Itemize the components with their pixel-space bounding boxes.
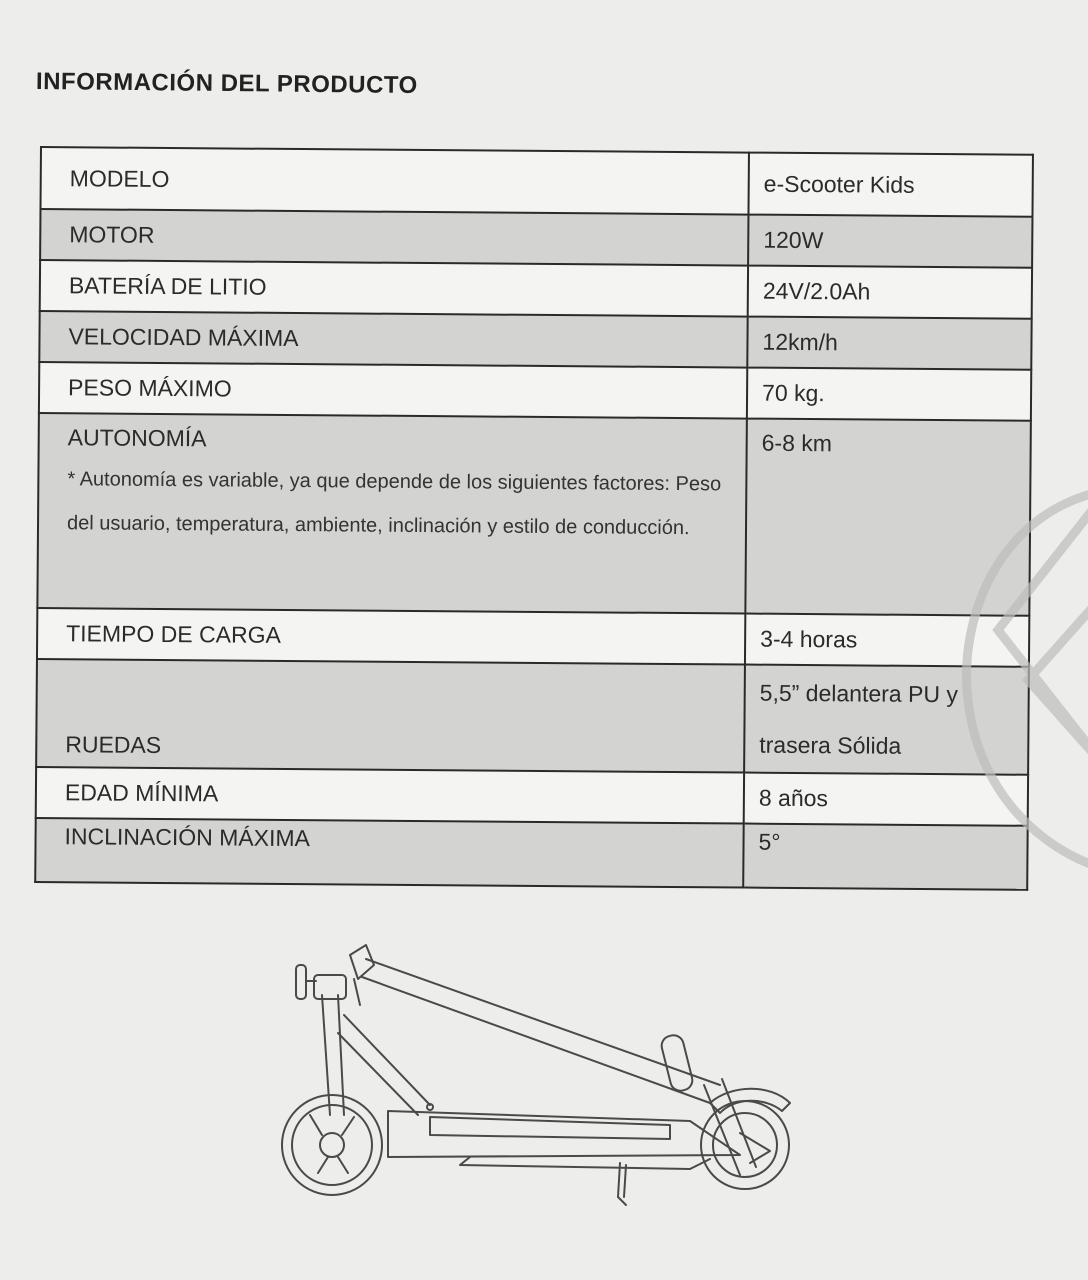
spec-value-modelo: e-Scooter Kids bbox=[748, 153, 1032, 217]
spec-value-bateria: 24V/2.0Ah bbox=[748, 266, 1032, 319]
autonomia-note: * Autonomía es variable, ya que depende de los siguientes factores: Peso del usuario, temperatura, ambiente, inclinación y estilo de conducción. bbox=[66, 468, 722, 540]
spec-label-modelo: MODELO bbox=[41, 147, 749, 215]
spec-value-carga: 3-4 horas bbox=[745, 614, 1029, 667]
spec-label-inclinacion: INCLINACIÓN MÁXIMA bbox=[35, 818, 743, 888]
spec-table bbox=[34, 146, 1034, 891]
table-row bbox=[35, 818, 1027, 890]
table-row bbox=[40, 209, 1032, 268]
spec-value-motor: 120W bbox=[748, 215, 1032, 268]
spec-label-ruedas: RUEDAS bbox=[36, 659, 745, 773]
spec-value-edad: 8 años bbox=[744, 773, 1028, 826]
table-row bbox=[40, 260, 1032, 319]
table-row bbox=[37, 413, 1031, 616]
table-row bbox=[37, 608, 1029, 667]
spec-value-ruedas: 5,5” delantera PU y trasera Sólida bbox=[759, 679, 958, 759]
spec-value-velocidad: 12km/h bbox=[747, 317, 1031, 370]
spec-value-autonomia: 6-8 km bbox=[745, 419, 1031, 616]
spec-label-velocidad: VELOCIDAD MÁXIMA bbox=[39, 311, 747, 368]
table-row bbox=[36, 767, 1028, 826]
table-row bbox=[39, 311, 1031, 370]
spec-label-carga: TIEMPO DE CARGA bbox=[37, 608, 745, 665]
spec-value-inclinacion: 5° bbox=[743, 824, 1027, 890]
table-row bbox=[36, 659, 1029, 775]
spec-label-peso: PESO MÁXIMO bbox=[39, 362, 747, 419]
spec-label-autonomia-cell bbox=[37, 413, 747, 614]
folded-scooter-icon bbox=[270, 935, 810, 1225]
spec-value-peso: 70 kg. bbox=[747, 368, 1031, 421]
table-row bbox=[41, 147, 1033, 217]
spec-label-bateria: BATERÍA DE LITIO bbox=[40, 260, 748, 317]
page-title: INFORMACIÓN DEL PRODUCTO bbox=[35, 68, 418, 99]
spec-value-ruedas-cell bbox=[744, 665, 1029, 775]
spec-label-motor: MOTOR bbox=[40, 209, 748, 266]
spec-label-autonomia: AUTONOMÍA bbox=[67, 424, 207, 452]
spec-label-edad: EDAD MÍNIMA bbox=[36, 767, 744, 824]
table-row bbox=[39, 362, 1031, 421]
